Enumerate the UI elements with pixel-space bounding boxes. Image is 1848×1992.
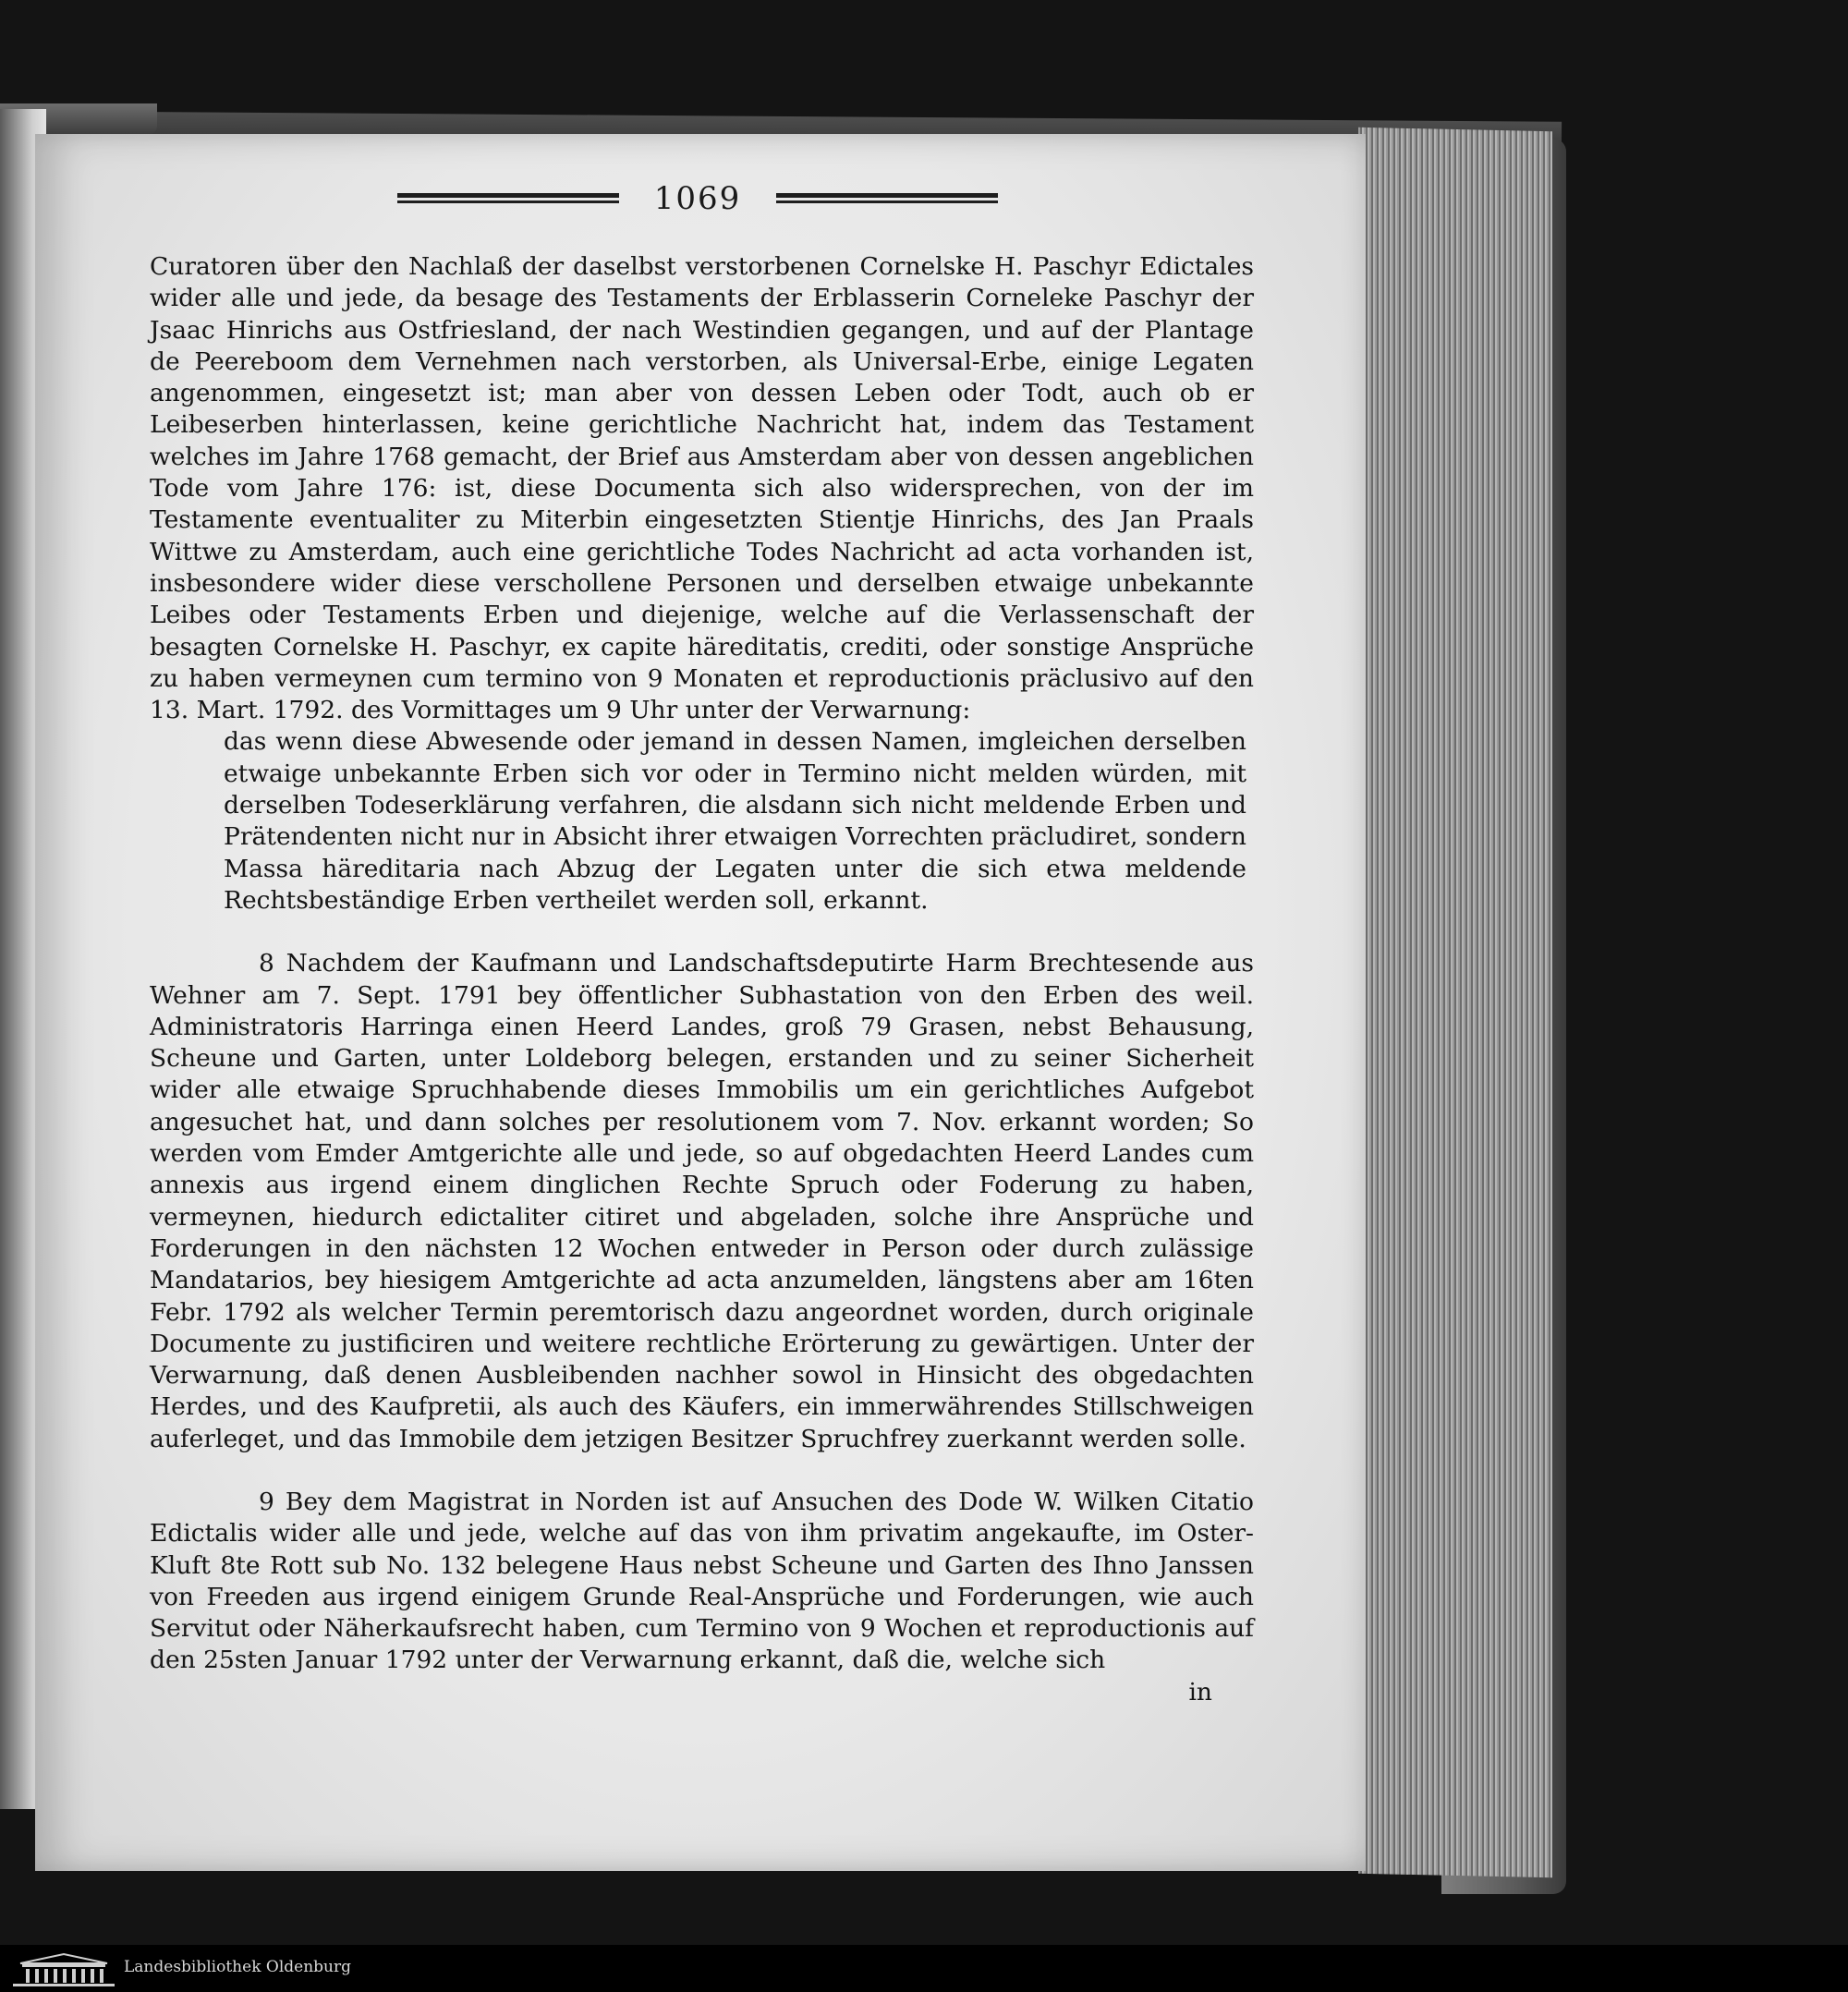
library-building-logo-icon xyxy=(13,1952,115,1987)
paragraph-edict-cornelske: Curatoren über den Nachlaß der daselbst verstorbenen Cornelske H. Paschyr Edictales wider alle und jede, da besage des Testaments der Erblasserin Corneleke Paschyr der Jsaac Hinrichs aus Ostfriesland, der nach Westindien gegangen, und auf der Plantage de Peereboom dem Vernehmen nach verstorben, als Universal-Erbe, einige Legaten angenommen, eingesetzt ist; man aber von dessen Leben oder Todt, auch ob er Leibeserben hinterlassen, keine gerichtliche Nachricht hat, indem das Testament welches im Jahre 1768 gemacht, der Brief aus Amsterdam aber von dessen angeblichen Tode vom Jahre 176: ist, diese Documenta sich also widersprechen, von der im Testamente eventualiter zu Miterbin eingesetzten Stientje Hinrichs, des Jan Praals Wittwe zu Amsterdam, auch eine gerichtliche Todes Nachricht ad acta vorhanden ist, insbesondere wider diese verschollene Personen und derselben etwaige unbekannte Leibes oder Testaments Erben und diejenige, welche auf die Verlassenschaft der besagten Cornelske H. Paschyr, ex capite häreditatis, crediti, oder sonstige Ansprüche zu haben vermeynen cum termino von 9 Monaten et reproductionis präclusivo auf den 13. Mart. 1792. des Vormittages um 9 Uhr unter der Verwarnung: xyxy=(150,252,1254,725)
paragraph-item-8: 8 Nachdem der Kaufmann und Landschaftsdeputirte Harm Brechtesende aus Wehner am 7. Sept. 1791 bey öffentlicher Subhastation von den Erben des weil. Administratoris Harringa einen Heerd Landes, groß 79 Grasen, nebst Behausung, Scheune und Garten, unter Loldeborg belegen, erstanden und zu seiner Sicherheit wider alle etwaige Spruchhabende dieses Immobilis um ein gerichtliches Aufgebot angesuchet hat, und dann solches per resolutionem vom 7. Nov. erkannt worden; So werden vom Emder Amtgerichte alle und jede, so auf obgedachten Heerd Landes cum annexis aus irgend einem dinglichen Rechte Spruch oder Foderung zu haben, vermeynen, hiedurch edictaliter citiret und abgeladen, solche ihre Ansprüche und Forderungen in den nächsten 12 Wochen entweder in Person oder durch zulässige Mandatarios, bey hiesigem Amtgerichte ad acta anzumelden, längstens aber am 16ten Febr. 1792 als welcher Termin peremtorisch dazu angeordnet worden, durch originale Documente zu justificiren und weitere rechtliche Erörterung zu gewärtigen. Unter der Verwarnung, daß denen Ausbleibenden nachher sowol in Hinsicht des obgedachten Herdes, und des Kaufpretii, als auch des Käufers, ein immerwährendes Stillschweigen auferleget, und das Immobile dem jetzigen Besitzer Spruchfrey zuerkannt werden solle. xyxy=(150,949,1254,1453)
paragraph-item-9: 9 Bey dem Magistrat in Norden ist auf Ansuchen des Dode W. Wilken Citatio Edictalis wider alle und jede, welche auf das von ihm privatim angekaufte, im Oster-Kluft 8te Rott sub No. 132 belegene Haus nebst Scheune und Garten des Ihno Janssen von Freeden aus irgend einigem Grunde Real-Ansprüche und Forderungen, wie auch Servitut oder Näherkaufsrecht haben, cum Termino von 9 Wochen et reproductionis auf den 25sten Januar 1792 unter der Verwarnung erkannt, daß die, welche sich xyxy=(150,1487,1254,1675)
page-header xyxy=(397,180,998,217)
header-rule-left xyxy=(397,193,619,204)
footer-bar xyxy=(0,1945,1848,1992)
paragraph-gap xyxy=(150,917,1254,948)
paragraph-warning-clause: das wenn diese Abwesende oder jemand in dessen Namen, imgleichen derselben etwaige unbekannte Erben sich vor oder in Termino nicht melden würden, mit derselben Todeserklärung verfahren, die alsdann sich nicht meldende Erben und Prätendenten nicht nur in Absicht ihrer etwaigen Vorrechten präcludiret, sondern Massa häreditaria nach Abzug der Legaten unter die sich etwa meldende Rechtsbeständige Erben vertheilet werden soll, erkannt. xyxy=(224,727,1246,915)
catchword: in xyxy=(1188,1677,1212,1707)
library-name: Landesbibliothek Oldenburg xyxy=(124,1958,352,1976)
header-rule-right xyxy=(776,193,998,204)
page-body xyxy=(150,251,1254,1708)
page-stack-edge xyxy=(1358,128,1552,1877)
page-number: 1069 xyxy=(653,180,742,217)
paragraph-gap xyxy=(150,1455,1254,1487)
